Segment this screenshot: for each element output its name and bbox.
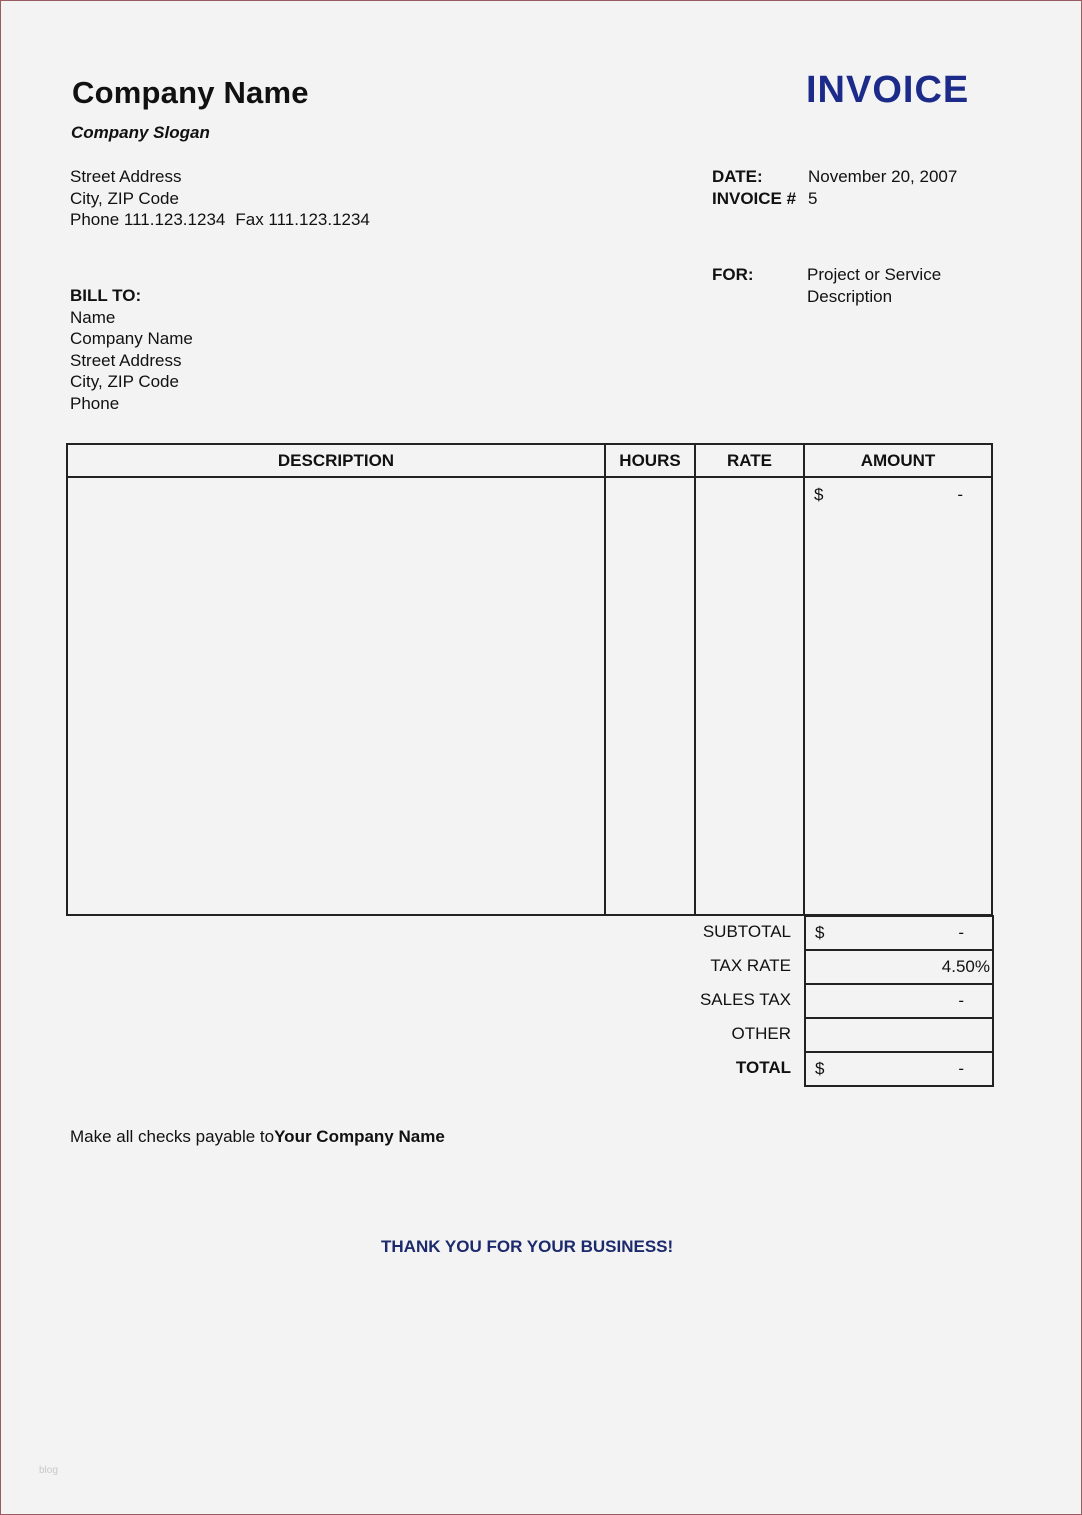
column-header-description: DESCRIPTION: [67, 444, 605, 477]
column-header-hours: HOURS: [605, 444, 695, 477]
watermark: blog: [39, 1465, 58, 1476]
invoice-title: INVOICE: [806, 69, 970, 111]
company-street: Street Address: [70, 167, 182, 186]
tax-rate-label: TAX RATE: [710, 956, 791, 975]
column-header-amount: AMOUNT: [804, 444, 992, 477]
amount-value: -: [957, 485, 963, 504]
rate-cell[interactable]: [695, 477, 804, 915]
hours-cell[interactable]: [605, 477, 695, 915]
for-value-line2: Description: [807, 286, 893, 306]
company-city-zip: City, ZIP Code: [70, 188, 179, 208]
sales-tax-box: [804, 983, 994, 1019]
company-slogan: Company Slogan: [71, 123, 210, 142]
column-header-rate: RATE: [695, 444, 804, 477]
thank-you-message: THANK YOU FOR YOUR BUSINESS!: [381, 1237, 674, 1256]
sales-tax-label: SALES TAX: [699, 990, 791, 1009]
bill-to-label: BILL TO:: [70, 286, 142, 305]
company-name: Company Name: [72, 75, 309, 110]
other-box[interactable]: [804, 1017, 994, 1053]
total-value: -: [958, 1059, 964, 1078]
table-header-row: [67, 444, 992, 477]
payable-company-name: Your Company Name: [274, 1127, 445, 1146]
subtotal-label: SUBTOTAL: [702, 922, 791, 941]
bill-to-company: Company Name: [70, 329, 193, 349]
bill-to-city-zip: City, ZIP Code: [70, 372, 179, 392]
total-label: TOTAL: [735, 1058, 791, 1077]
date-value: November 20, 2007: [808, 167, 958, 186]
bill-to-phone: Phone: [70, 393, 120, 413]
amount-cell[interactable]: [804, 477, 992, 915]
bill-to-name: Name: [70, 307, 116, 327]
payable-text: Make all checks payable to: [70, 1127, 275, 1146]
company-address: [70, 166, 370, 231]
description-cell[interactable]: [67, 477, 605, 915]
checks-payable-note: [70, 1127, 445, 1147]
subtotal-box: [804, 915, 994, 951]
bill-to-block: [70, 285, 193, 415]
line-items-table: [66, 443, 993, 916]
amount-currency: $: [814, 485, 824, 504]
table-row: [67, 477, 992, 915]
bill-to-street: Street Address: [70, 350, 182, 370]
other-label: OTHER: [731, 1024, 791, 1043]
subtotal-currency: $: [815, 923, 825, 942]
for-label: FOR:: [712, 265, 754, 284]
invoice-number-label: INVOICE #: [712, 189, 797, 208]
date-label: DATE:: [712, 167, 763, 186]
for-value-line1: Project or Service: [807, 265, 942, 284]
for-value: [807, 264, 941, 307]
sales-tax-value: -: [958, 991, 964, 1010]
tax-rate-box[interactable]: [804, 949, 994, 985]
company-fax: Fax 111.123.1234: [235, 210, 370, 230]
total-box: [804, 1051, 994, 1087]
subtotal-value: -: [958, 923, 964, 942]
company-phone: Phone 111.123.1234: [70, 210, 226, 230]
company-phone-fax: [70, 209, 370, 231]
invoice-number-value: 5: [808, 189, 818, 208]
total-currency: $: [815, 1059, 825, 1078]
tax-rate-value: 4.50%: [941, 957, 990, 976]
